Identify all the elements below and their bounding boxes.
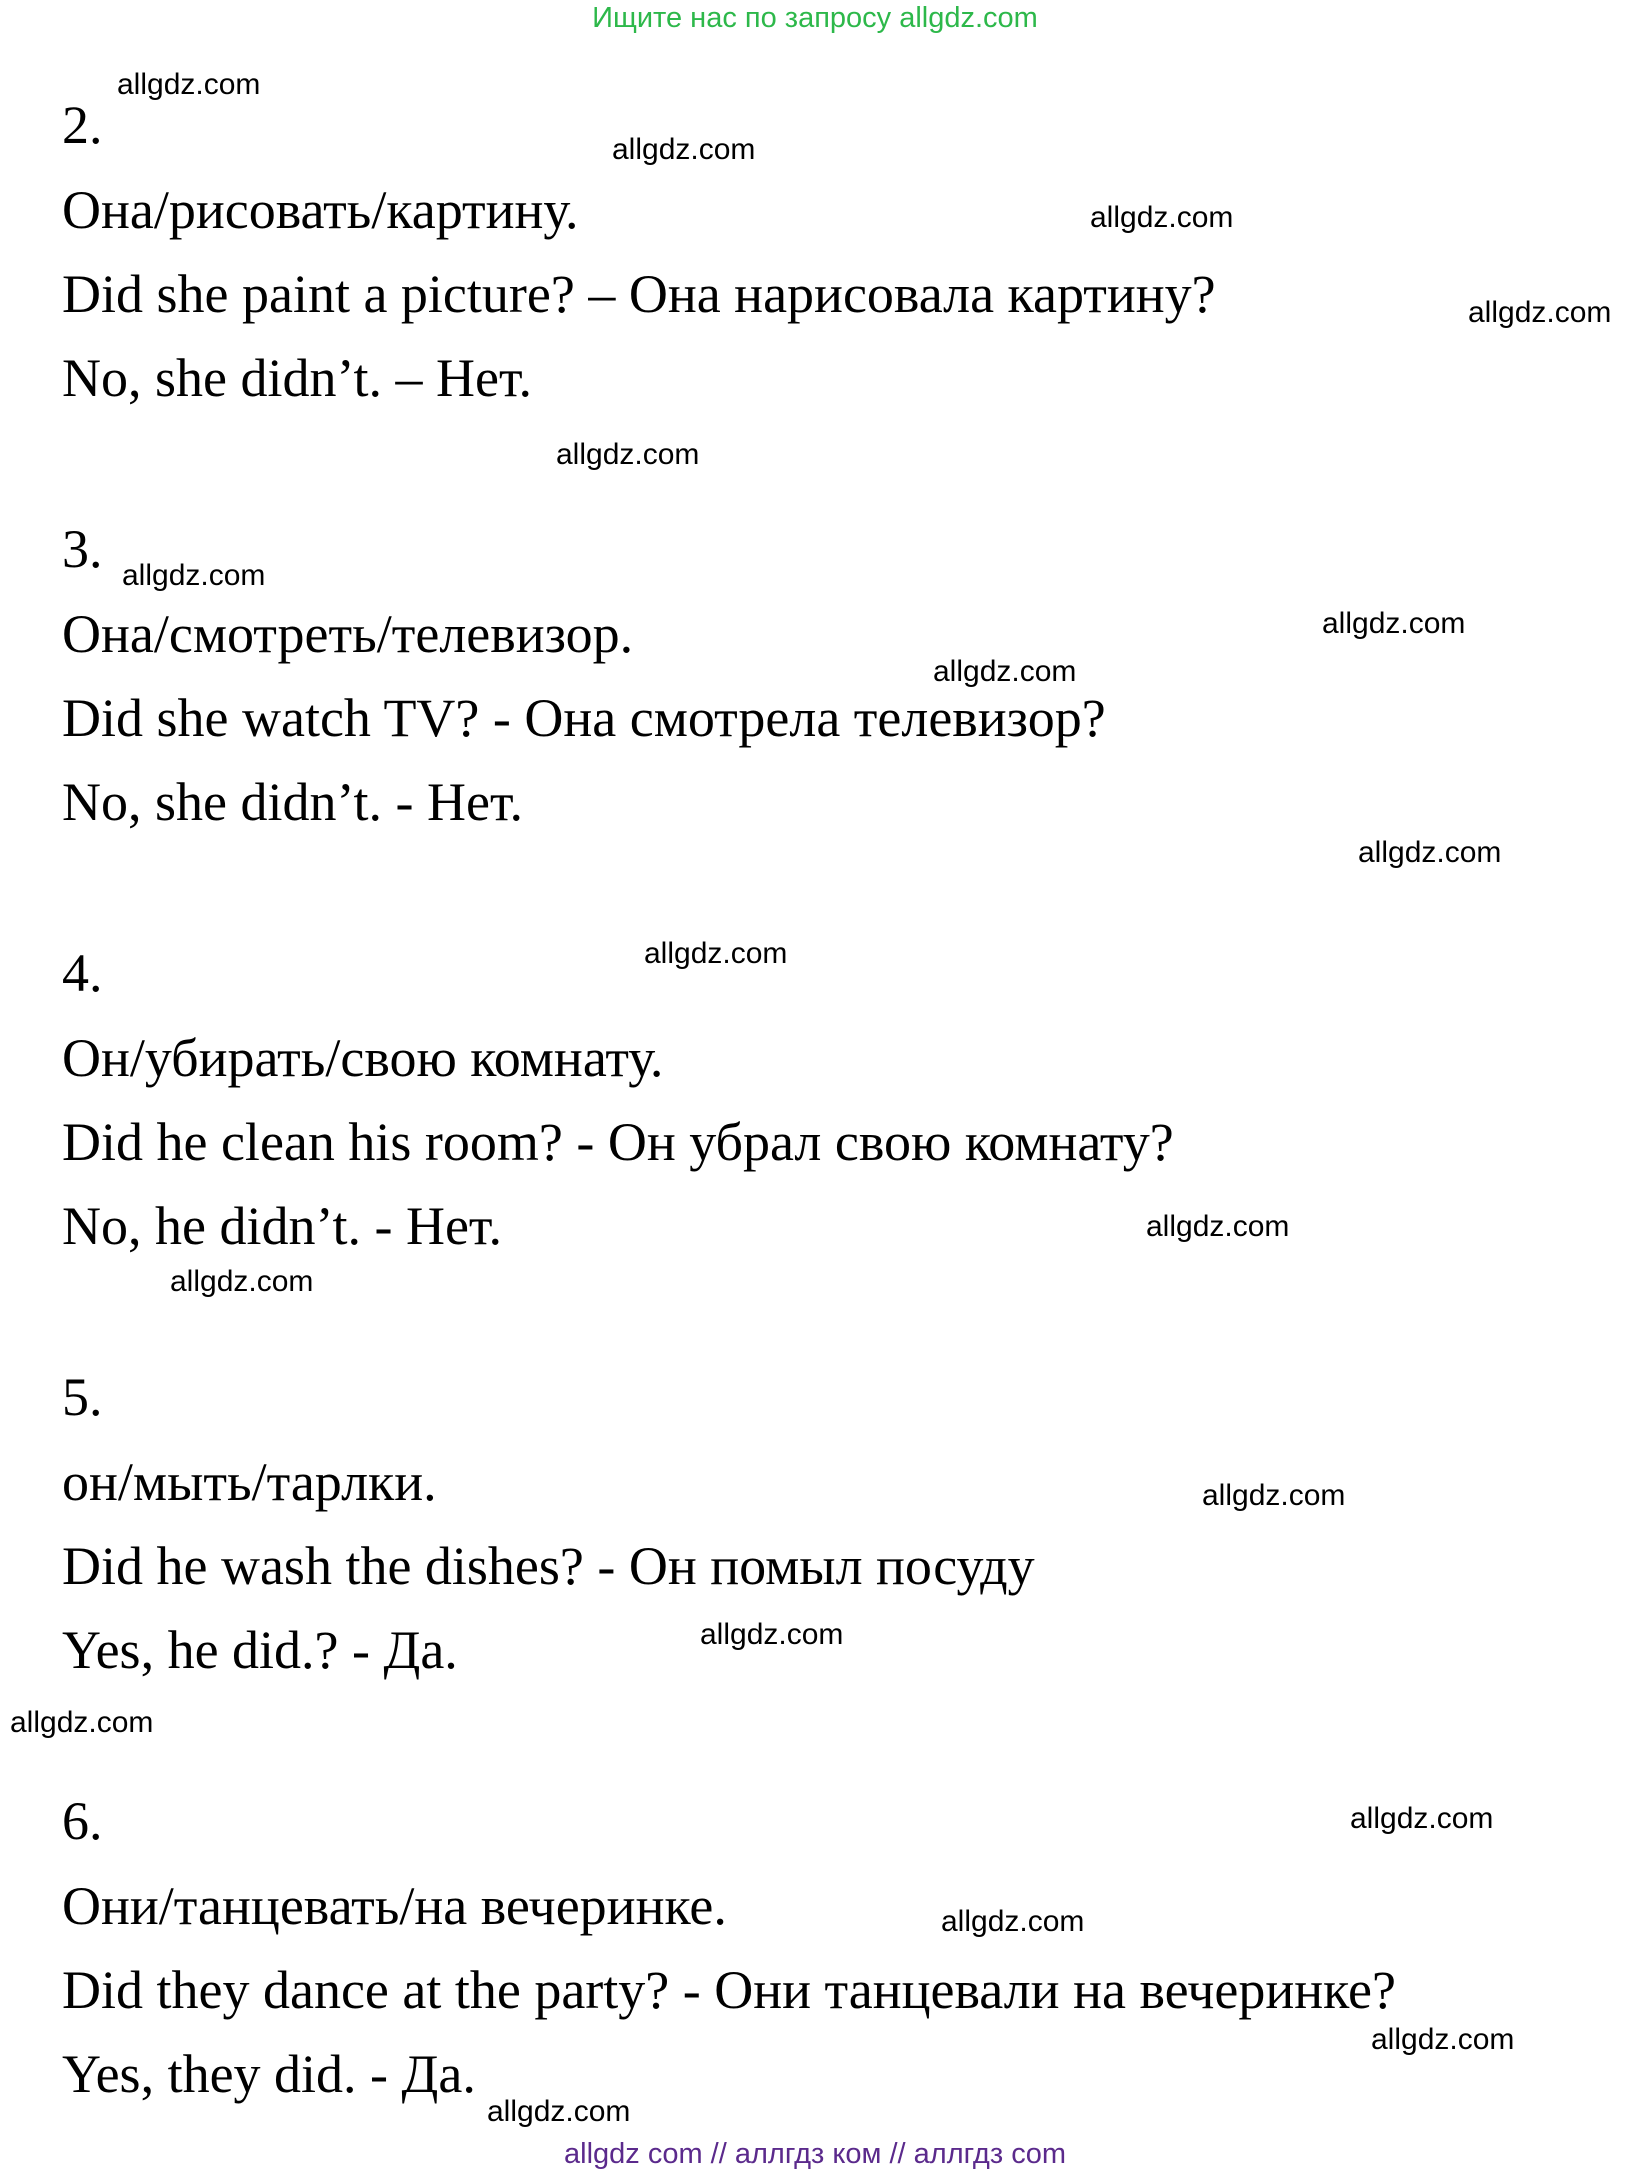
exercise-6-answer: Yes, they did. - Да. — [62, 2044, 476, 2104]
watermark: allgdz.com — [933, 655, 1077, 688]
watermark: allgdz.com — [170, 1265, 314, 1298]
exercise-4-answer: No, he didn’t. - Нет. — [62, 1196, 502, 1256]
exercise-2-number: 2. — [62, 95, 103, 155]
watermark: allgdz.com — [612, 133, 756, 166]
watermark: allgdz.com — [487, 2095, 631, 2128]
exercise-6-prompt: Они/танцевать/на вечеринке. — [62, 1876, 727, 1936]
exercise-6-number: 6. — [62, 1791, 103, 1851]
exercise-3-prompt: Она/смотреть/телевизор. — [62, 604, 634, 664]
exercise-6-question: Did they dance at the party? - Они танцевали на вечеринке? — [62, 1960, 1396, 2020]
watermark: allgdz.com — [1468, 296, 1612, 329]
exercise-5-prompt: он/мыть/тарлки. — [62, 1452, 437, 1512]
exercise-2-question: Did she paint a picture? – Она нарисовала картину? — [62, 264, 1216, 324]
exercise-3-answer: No, she didn’t. - Нет. — [62, 772, 523, 832]
footer-links: allgdz com // аллгдз ком // аллгдз com — [564, 2138, 1066, 2170]
watermark: allgdz.com — [1371, 2023, 1515, 2056]
watermark: allgdz.com — [700, 1618, 844, 1651]
watermark: allgdz.com — [1146, 1210, 1290, 1243]
watermark: allgdz.com — [1202, 1479, 1346, 1512]
watermark: allgdz.com — [122, 559, 266, 592]
watermark: allgdz.com — [1350, 1802, 1494, 1835]
search-banner: Ищите нас по запросу allgdz.com — [592, 2, 1038, 34]
watermark: allgdz.com — [644, 937, 788, 970]
watermark: allgdz.com — [10, 1706, 154, 1739]
exercise-2-prompt: Она/рисовать/картину. — [62, 180, 579, 240]
exercise-5-number: 5. — [62, 1367, 103, 1427]
watermark: allgdz.com — [1358, 836, 1502, 869]
exercise-4-number: 4. — [62, 943, 103, 1003]
watermark: allgdz.com — [1090, 201, 1234, 234]
watermark: allgdz.com — [941, 1905, 1085, 1938]
watermark: allgdz.com — [556, 438, 700, 471]
exercise-4-question: Did he clean his room? - Он убрал свою комнату? — [62, 1112, 1174, 1172]
exercise-3-number: 3. — [62, 519, 103, 579]
exercise-3-question: Did she watch TV? - Она смотрела телевизор? — [62, 688, 1106, 748]
exercise-2-answer: No, she didn’t. – Нет. — [62, 348, 532, 408]
exercise-5-question: Did he wash the dishes? - Он помыл посуду — [62, 1536, 1035, 1596]
watermark: allgdz.com — [117, 68, 261, 101]
watermark: allgdz.com — [1322, 607, 1466, 640]
exercise-5-answer: Yes, he did.? - Да. — [62, 1620, 458, 1680]
exercise-4-prompt: Он/убирать/свою комнату. — [62, 1028, 664, 1088]
